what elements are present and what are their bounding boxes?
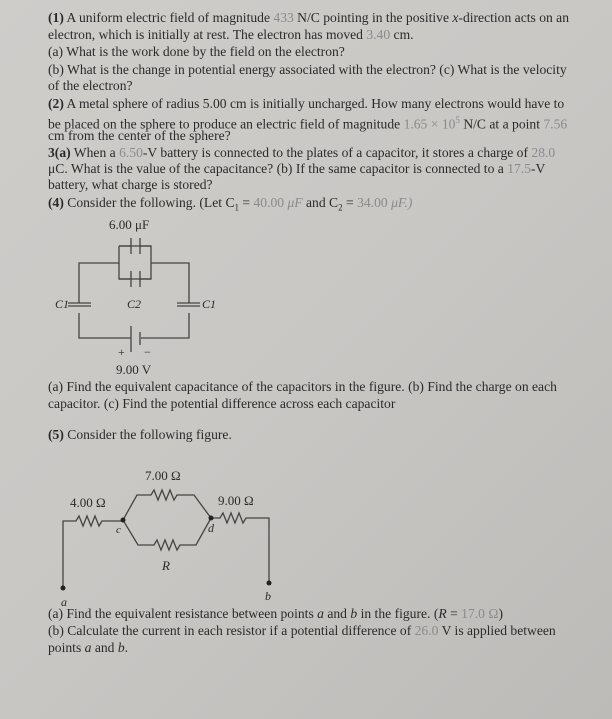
q4-a2: capacitor. (c) Find the potential difference across each capacitor xyxy=(48,396,396,411)
q5-a xyxy=(48,606,503,622)
q2-line3: cm from the center of the sphere? xyxy=(48,128,231,143)
q2-line2a: be placed on the sphere to produce an electric field of magnitude xyxy=(48,116,404,132)
node-a-dot xyxy=(61,586,66,591)
q4-unit1: μF xyxy=(284,195,303,210)
q5-pa: a xyxy=(317,606,324,621)
q3-charge: 28.0 xyxy=(531,145,556,160)
q5-num: (5) xyxy=(48,427,64,442)
q5-rval: 17.0 Ω xyxy=(461,606,499,621)
q4-a1: (a) Find the equivalent capacitance of the capacitors in the figure. (b) Find the charge on each xyxy=(48,379,557,394)
q1-line1b: N/C pointing in the positive xyxy=(293,10,453,25)
node-b-dot xyxy=(267,581,272,586)
q3-line1a: When a xyxy=(70,145,120,160)
q1-b: (b) What is the change in potential energy associated with the electron? (c) What is the velocity xyxy=(48,62,567,77)
q2-point: 7.56 xyxy=(543,116,568,132)
field-value: 433 xyxy=(273,10,294,25)
node-c-label: c xyxy=(116,524,121,536)
battery-label: 9.00 V xyxy=(116,362,152,377)
q5-a1d: = xyxy=(446,606,462,621)
q4-sub2: 2 xyxy=(338,202,343,213)
q4-num: (4) xyxy=(48,195,64,210)
r-right-label: 9.00 Ω xyxy=(218,493,254,508)
q2-num: (2) xyxy=(48,96,64,111)
q4-and: and C xyxy=(302,195,339,210)
q3-line2b: -V xyxy=(531,161,546,176)
q1-line2a: electron, which is initially at rest. The electron has moved xyxy=(48,27,367,42)
q5-rvar: R xyxy=(438,606,447,621)
q1-a: (a) What is the work done by the field on the electron? xyxy=(48,44,345,59)
q4-sub1: 1 xyxy=(234,202,240,213)
plus-sign: + xyxy=(118,345,125,359)
q3-voltage2: 17.5 xyxy=(507,161,531,176)
q2-line1: A metal sphere of radius 5.00 cm is initially uncharged. How many electrons would have to xyxy=(66,96,565,111)
q5-b2c: . xyxy=(124,640,129,655)
q4-c1: 40.00 xyxy=(253,195,285,210)
node-b-label: b xyxy=(265,589,271,603)
node-d-label: d xyxy=(208,521,214,535)
q5-line1: Consider the following figure. xyxy=(63,427,232,442)
q5-b1b: V is applied between xyxy=(438,623,556,638)
q5-b2 xyxy=(48,640,128,656)
distance-value: 3.40 xyxy=(366,27,391,42)
q5-b2a: points xyxy=(48,640,85,655)
q5-b1a: (b) Calculate the current in each resistor if a potential difference of xyxy=(48,623,415,638)
minus-sign: − xyxy=(144,345,151,359)
node-d-dot xyxy=(209,516,214,521)
q5-pa: a xyxy=(84,640,92,655)
q5-a1e: ) xyxy=(498,606,503,621)
q5-b2b: and xyxy=(91,640,118,655)
q2-field: 1.65 × 10 xyxy=(403,116,456,132)
r-left-label: 4.00 Ω xyxy=(70,495,106,510)
top-capacitor-label: 6.00 μF xyxy=(109,217,150,232)
c2-label: C2 xyxy=(127,297,142,311)
q1-number: (1) xyxy=(48,10,64,25)
q3-line1b: -V battery is connected to the plates of a capacitor, it stores a charge of xyxy=(142,145,532,160)
node-a-label: a xyxy=(61,595,67,609)
q1-xvar: x xyxy=(452,10,459,25)
q4-line1a: Consider the following. (Let C xyxy=(63,195,235,210)
q5-line1 xyxy=(48,427,232,443)
q5-a1c: in the figure. ( xyxy=(357,606,439,621)
r-bottom-label: R xyxy=(162,558,170,573)
node-c-dot xyxy=(121,518,126,523)
q4-eq1: = xyxy=(239,195,254,210)
q2-line2b: N/C at a point xyxy=(459,116,544,132)
q4-unit2: μF.) xyxy=(387,195,413,210)
q5-pd: 26.0 xyxy=(414,623,439,638)
q1-b2: of the electron? xyxy=(48,78,133,93)
q5-pb: b xyxy=(117,640,125,655)
q3-voltage: 6.50 xyxy=(119,145,143,160)
q1-line2b: cm. xyxy=(390,27,414,42)
q3-num: 3(a) xyxy=(48,145,71,160)
q3-line3: battery, what charge is stored? xyxy=(48,177,213,192)
r-top-label: 7.00 Ω xyxy=(145,468,181,483)
q5-b xyxy=(48,623,556,639)
q5-a1a: (a) Find the equivalent resistance between points xyxy=(48,606,318,621)
q5-pb: b xyxy=(350,606,358,621)
q4-eq2: = xyxy=(342,195,358,210)
q4-c2: 34.00 xyxy=(357,195,388,210)
q5-a1b: and xyxy=(323,606,351,621)
q3-line2a: μC. What is the value of the capacitance? (b) If the same capacitor is connected to a xyxy=(48,161,508,176)
q1-line1a: A uniform electric field of magnitude xyxy=(66,10,274,25)
c1-left-label: C1 xyxy=(55,297,70,311)
q2-exp: 5 xyxy=(455,115,460,125)
capacitor-circuit xyxy=(68,238,200,352)
q1-line1c: -direction acts on an xyxy=(458,10,570,25)
c1-right-label: C1 xyxy=(202,297,217,311)
